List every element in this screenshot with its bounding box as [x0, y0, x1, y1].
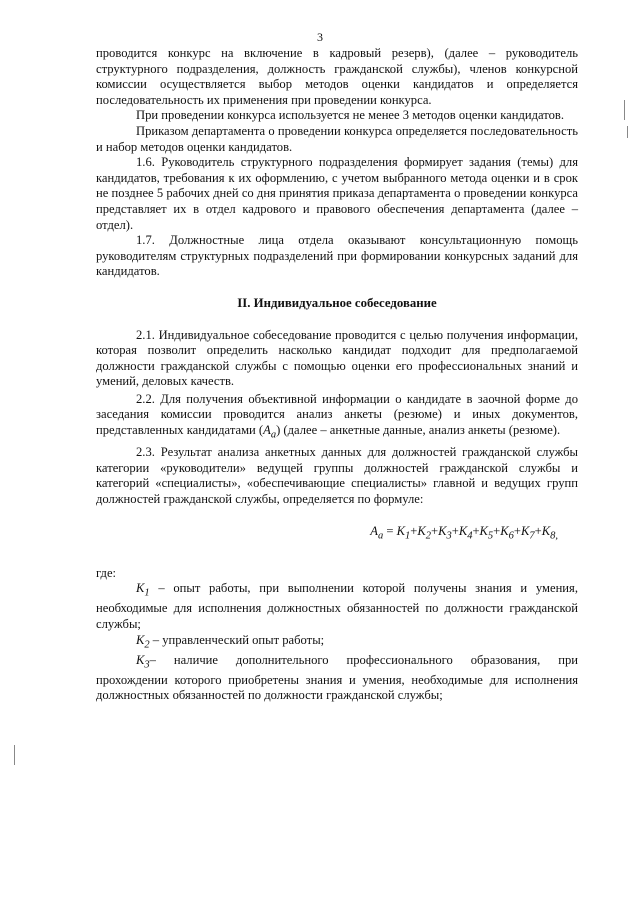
section-title: II. Индивидуальное собеседование — [237, 295, 437, 310]
document-body — [96, 46, 578, 704]
definition-symbol — [136, 632, 150, 651]
definition-symbol-letter: К — [136, 632, 145, 647]
symbol-aa-letter: А — [263, 423, 271, 438]
formula-term-subscript: 7 — [529, 530, 535, 542]
paragraph-1-6: 1.6. Руководитель структурного подразделения формирует задания (темы) для кандидатов, требования к их оформлению, с учетом выбранного метода оценки и в срок не позднее 5 рабочих дней со дня принятия приказа департамента о проведении конкурса представляет их в отдел кадрового и правового обеспечения департамента (далее – отдел). — [96, 155, 578, 232]
formula-term-symbol: К — [521, 523, 530, 538]
formula-terms — [396, 523, 558, 542]
formula-lhs — [370, 523, 384, 542]
definition-symbol — [136, 581, 150, 599]
formula-term-subscript: 2 — [425, 530, 431, 542]
paragraph-methods-count: При проведении конкурса используется не менее 3 методов оценки кандидатов. — [136, 108, 565, 123]
formula-plus: + — [493, 523, 501, 538]
formula — [96, 524, 578, 544]
paragraph-order: Приказом департамента о проведении конкурса определяется последовательность и набор методов оценки кандидатов. — [96, 123, 578, 154]
definition-item — [96, 581, 578, 632]
page-number: 3 — [317, 30, 323, 44]
symbol-aa-subscript: а — [270, 429, 277, 441]
formula-term-symbol: К — [458, 523, 468, 538]
formula-term-symbol: К — [417, 523, 426, 538]
formula-term-subscript: 3 — [446, 530, 452, 542]
scan-edge-mark — [627, 126, 628, 138]
formula-term — [521, 523, 535, 542]
formula-term — [541, 523, 558, 542]
formula-plus: + — [410, 523, 418, 538]
definition-text: – управленческий опыт работы; — [149, 632, 325, 647]
paragraph-1-7: 1.7. Должностные лица отдела оказывают консультационную помощь руководителям структурных подразделений при формировании конкурсных заданий для кандидатов. — [96, 233, 578, 279]
definitions-list — [96, 581, 578, 704]
where-label: где: — [96, 565, 117, 580]
formula-plus: + — [472, 523, 480, 538]
paragraph-continuation: проводится конкурс на включение в кадровый резерв), (далее – руководитель структурного подразделения, должность гражданской службы), членов конкурсной комиссии осуществляется выбор методов оценки кандидатов и определяется последовательность их применения при проведении конкурса. — [96, 46, 578, 107]
formula-plus: + — [451, 523, 459, 538]
formula-term-symbol: К — [396, 523, 405, 538]
definition-symbol-letter: К — [136, 652, 145, 667]
formula-equals: = — [383, 523, 397, 538]
formula-term — [500, 523, 514, 542]
formula-term-symbol: К — [500, 523, 509, 538]
definition-symbol-letter: К — [136, 581, 145, 596]
formula-term-subscript: 6 — [508, 530, 514, 542]
formula-term — [438, 523, 452, 542]
formula-term — [479, 523, 494, 542]
formula-term-symbol: К — [438, 523, 447, 538]
formula-plus: + — [534, 523, 542, 538]
formula-term-subscript: 5 — [487, 530, 494, 542]
formula-term — [417, 523, 431, 542]
definition-symbol-subscript: 2 — [144, 639, 150, 651]
formula-term-symbol: К — [479, 523, 488, 538]
definition-item — [96, 633, 578, 653]
formula-lhs-subscript: а — [377, 530, 384, 542]
formula-term-subscript: 4 — [467, 530, 473, 542]
formula-plus: + — [513, 523, 522, 538]
formula-lhs-letter: А — [370, 523, 378, 538]
scan-edge-mark — [624, 100, 625, 120]
formula-term-subscript: 8, — [550, 530, 558, 542]
scan-edge-mark — [14, 745, 15, 765]
formula-term-symbol: К — [541, 523, 551, 538]
paragraph-2-3: 2.3. Результат анализа анкетных данных для должностей гражданской службы категории «руководители» ведущей группы должностей гражданской службы и категорий «специалисты», «обеспечивающие специалисты» главной и ведущих групп должностей гражданской службы, определяется по формуле: — [96, 445, 578, 506]
formula-term-subscript: 1 — [404, 530, 411, 542]
definition-symbol-subscript: 1 — [144, 587, 150, 599]
paragraph-2-2-text-after: ) (далее – анкетные данные, анализ анкеты (резюме). — [276, 423, 561, 438]
formula-term — [458, 523, 473, 542]
formula-plus: + — [430, 523, 439, 538]
definition-symbol-subscript: 3 — [144, 659, 150, 671]
paragraph-2-2-text-before: 2.2. Для получения объективной информации о кандидате в заочной форме до заседания комиссии проводится анализ анкеты (резюме) и иных документов, представленных кандидатами ( — [96, 391, 578, 438]
definition-item — [96, 653, 578, 704]
definition-symbol — [136, 652, 150, 671]
paragraph-2-2 — [96, 392, 578, 443]
symbol-aa — [263, 423, 277, 441]
definition-text: – опыт работы, при выполнении которой получены знания и умения, необходимые для исполнения должностных обязанностей по должности гражданской службы; — [96, 581, 578, 631]
formula-term — [396, 523, 411, 542]
definition-text: – наличие дополнительного профессионального образования, при прохождении которого приобретены знания и умения, необходимые для исполнения должностных обязанностей по должности гражданской службы; — [96, 652, 578, 703]
paragraph-2-1: 2.1. Индивидуальное собеседование проводится с целью получения информации, которая позволит определить насколько кандидат подходит для предполагаемой должности гражданской службы с помощью оценки его профессиональных знаний и умений, деловых качеств. — [96, 327, 578, 389]
